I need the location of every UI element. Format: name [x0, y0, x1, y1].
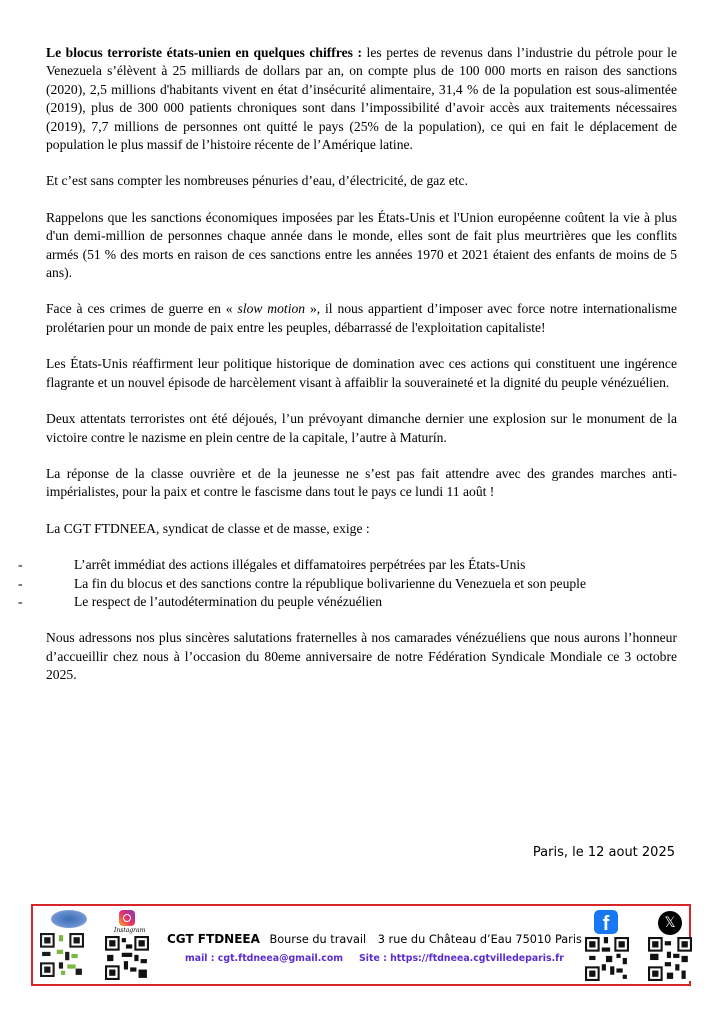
paragraph-domination: Les États-Unis réaffirment leur politique historique de domination avec ces actions qui constituent une ingérence flagrante et un nouvel épisode de harcèlement visant à affaiblir la souveraineté et la dignité du peuple vénézuélien.: [46, 356, 677, 390]
demand-text: La fin du blocus et des sanctions contre la république bolivarienne du Venezuela et son peuple: [74, 575, 586, 591]
x-icon[interactable]: 𝕏: [658, 911, 682, 935]
list-dash: -: [18, 593, 23, 609]
letter-body: [18, 44, 678, 703]
paragraph-salutations: Nous adressons nos plus sincères salutations fraternelles à nos camarades vénézuéliens que nous aurons l’honneur d’accueillir chez nous à l’occasion du 80eme anniversaire de notre Fédération Syndicale Mondiale ce 3 octobre 2025.: [46, 630, 677, 683]
instagram-label: Instagram: [114, 927, 146, 934]
paragraph-attacks: Deux attentats terroristes ont été déjoués, l’un prévoyant dimanche dernier une explosion sur le monument de la victoire contre le nazisme en plein centre de la capitale, l’autre à Maturín.: [46, 411, 677, 445]
qr-code-icon[interactable]: [585, 937, 629, 981]
paragraph-demands-intro: La CGT FTDNEEA, syndicat de classe et de masse, exige :: [46, 520, 370, 536]
demand-text: Le respect de l’autodétermination du peuple vénézuélien: [74, 593, 382, 609]
facebook-icon[interactable]: f: [594, 910, 618, 934]
list-dash: -: [18, 575, 23, 591]
contact-line: [185, 953, 564, 964]
demands-list: [18, 556, 677, 611]
qr-code-icon[interactable]: [648, 937, 692, 981]
demand-item: [18, 593, 677, 611]
org-line: [167, 932, 582, 946]
war-crimes-post: », il nous appartient d’imposer avec force notre internationalisme prolétarien pour un monde de paix entre les peuples, débarrassé de l'exploitation capitaliste!: [46, 301, 678, 335]
footer-box: [31, 904, 691, 986]
mail-link[interactable]: mail : cgt.ftdneea@gmail.com: [185, 953, 344, 964]
instagram-icon[interactable]: [119, 910, 135, 926]
paragraph-figures: [46, 44, 677, 154]
demand-text: L’arrêt immédiat des actions illégales et diffamatoires perpétrées par les États-Unis: [74, 557, 526, 573]
qr-code-icon[interactable]: [40, 933, 84, 977]
list-dash: -: [18, 557, 23, 573]
address: 3 rue du Château d’Eau 75010 Paris: [377, 933, 582, 946]
signoff-date: Paris, le 12 aout 2025: [532, 845, 675, 860]
demand-item: [18, 575, 677, 593]
logo-icon: [51, 910, 87, 928]
figures-heading: Le blocus terroriste états-unien en quelques chiffres :: [46, 45, 362, 60]
qr-code-icon[interactable]: [105, 936, 149, 980]
venue: Bourse du travail: [269, 933, 367, 946]
org-name: CGT FTDNEEA: [167, 932, 260, 946]
figures-text: les pertes de revenus dans l’industrie du pétrole pour le Venezuela s’élèvent à 25 milliards de dollars par an, on compte plus de 100 000 morts en raison des sanctions (2020), 2,5 millions d'habitants vivent en état d’insécurité alimentaire, 31,4 % de la population est sous-alimentée (2019), plus de 300 000 patients chroniques sont dans l’impossibilité d’avoir accès aux traitements nécessaires (2019), 7,7 millions de personnes ont quitté le pays (25% de la population), ce qui en fait le déplacement de population le plus massif de l’histoire récente de l’Amérique latine.: [46, 45, 677, 153]
site-link[interactable]: Site : https://ftdneea.cgtvilledeparis.fr: [359, 953, 564, 964]
war-crimes-pre: Face à ces crimes de guerre en «: [46, 301, 238, 317]
paragraph-response: La réponse de la classe ouvrière et de la jeunesse ne s’est pas fait attendre avec des grandes marches anti-impérialistes, pour la paix et contre le fascisme dans tout le pays ce lundi 11 août !: [46, 465, 677, 500]
paragraph-war-crimes: [46, 300, 677, 337]
paragraph-shortages: Et c’est sans compter les nombreuses pénuries d’eau, d’électricité, de gaz etc.: [46, 173, 468, 189]
paragraph-sanctions: Rappelons que les sanctions économiques imposées par les États-Unis et l'Union européenne coûtent la vie à plus d'un demi-million de personnes chaque année dans le monde, elles sont de fait plus meurtrières que les conflits armés (51 % des morts en raison de ces sanctions entre les années 1970 et 2021 étaient des enfants de moins de 5 ans).: [46, 209, 677, 281]
war-crimes-italic: slow motion: [237, 301, 306, 317]
demand-item: [18, 556, 677, 574]
